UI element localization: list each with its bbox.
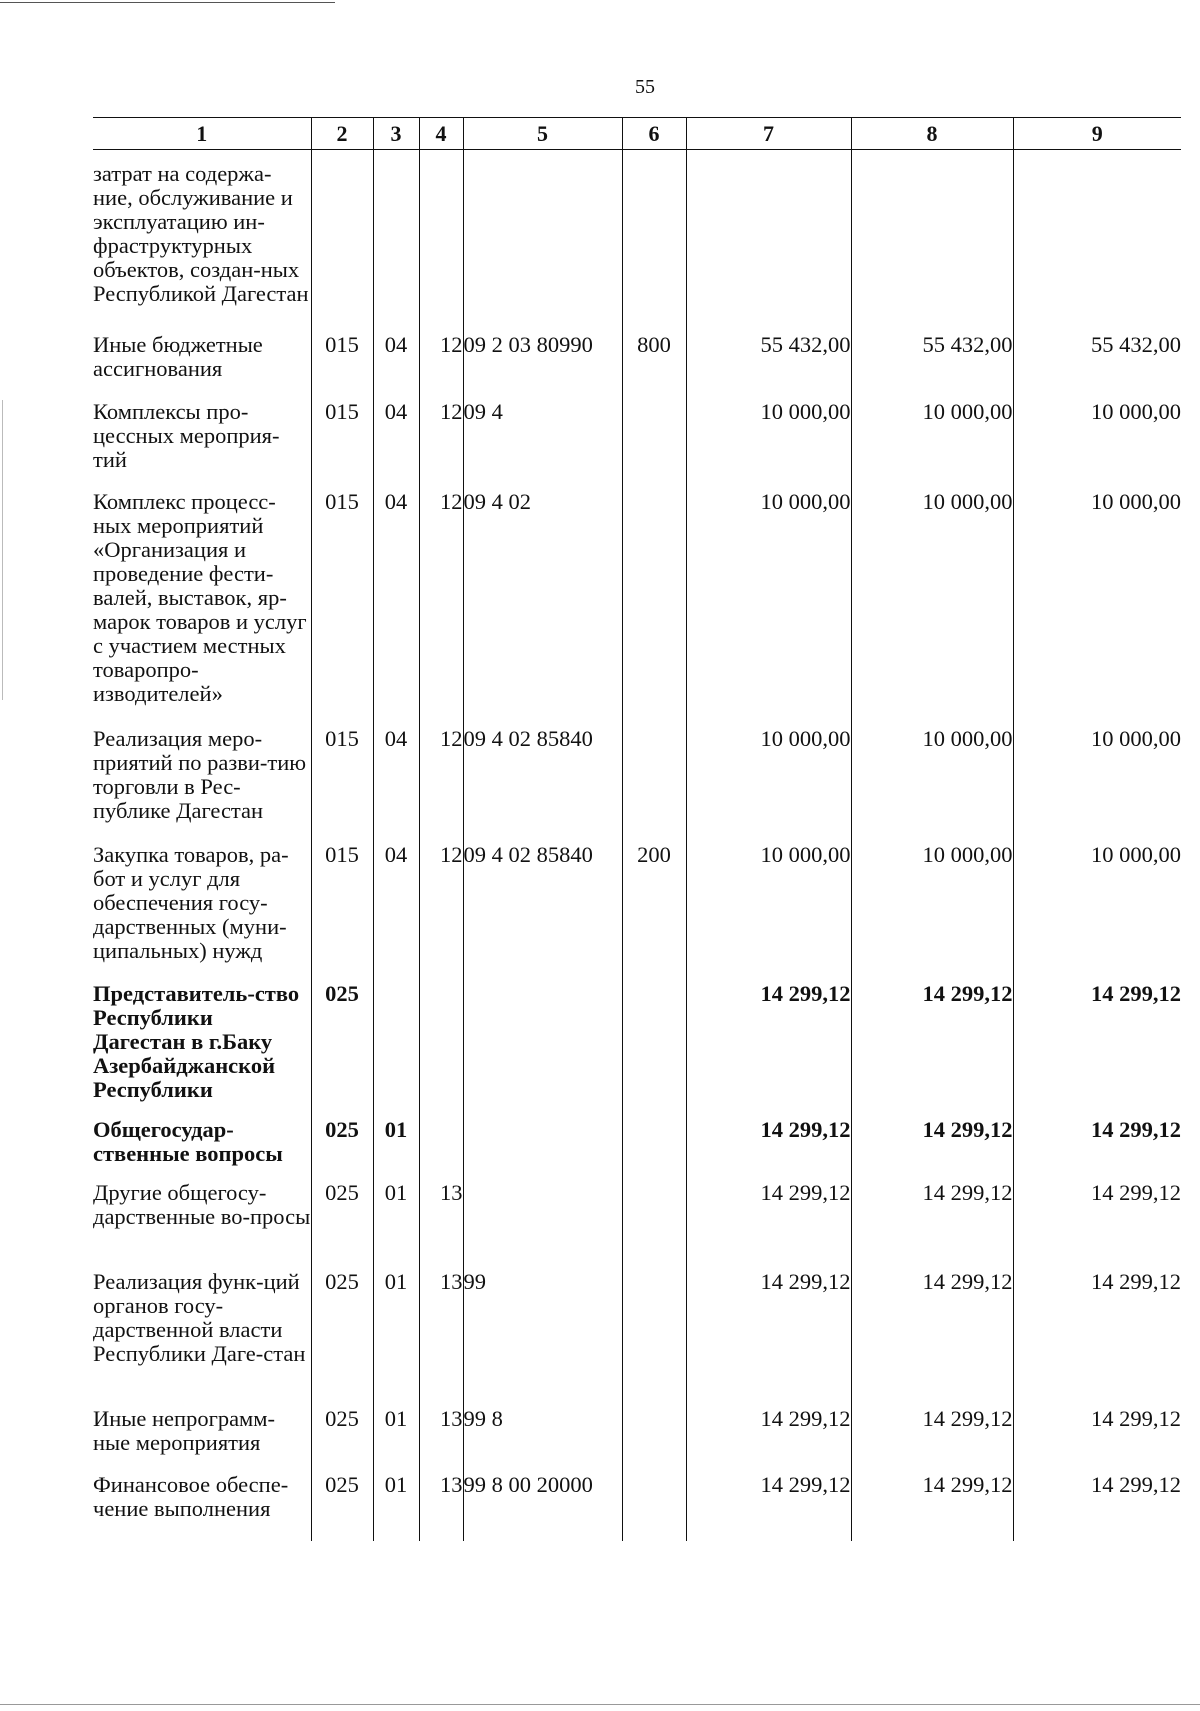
scan-artifact-bottom xyxy=(0,1704,1200,1705)
cell-amount-8: 14 299,12 xyxy=(851,982,1013,1118)
cell-amount-8: 14 299,12 xyxy=(851,1407,1013,1473)
row-name: Комплекс процесс-ных мероприятий «Организация и проведение фести-валей, выставок, яр-марок товаров и услуг с участием местных товаропро-изводителей» xyxy=(93,488,307,706)
cell-code-6 xyxy=(622,1473,686,1541)
table-row xyxy=(93,333,1181,400)
cell-code-5 xyxy=(463,1181,622,1270)
row-name: Закупка товаров, ра-бот и услуг для обеспечения госу-дарственных (муни-ципальных) нужд xyxy=(93,841,289,963)
cell-amount-9: 14 299,12 xyxy=(1013,1473,1181,1541)
cell-amount-7: 10 000,00 xyxy=(686,843,851,982)
cell-code-4 xyxy=(419,150,463,333)
column-header-9: 9 xyxy=(1013,118,1181,150)
cell-amount-7: 10 000,00 xyxy=(686,490,851,727)
cell-code-3: 01 xyxy=(373,1473,419,1541)
cell-code-5: 09 4 02 85840 xyxy=(463,727,622,843)
cell-code-4 xyxy=(419,982,463,1118)
cell-code-4 xyxy=(419,1118,463,1181)
budget-table xyxy=(93,117,1181,1541)
table-row xyxy=(93,1181,1181,1270)
row-name: Реализация функ-ций органов госу-дарственной власти Республики Даге-стан xyxy=(93,1268,306,1366)
cell-amount-9: 14 299,12 xyxy=(1013,1407,1181,1473)
row-name: Другие общегосу-дарственные во-просы xyxy=(93,1179,311,1229)
cell-code-5: 09 2 03 80990 xyxy=(463,333,622,400)
cell-code-6: 200 xyxy=(622,843,686,982)
row-name: Иные бюджетные ассигнования xyxy=(93,331,263,381)
cell-code-2: 025 xyxy=(311,1407,373,1473)
cell-amount-8: 55 432,00 xyxy=(851,333,1013,400)
cell-code-6 xyxy=(622,982,686,1118)
table-row xyxy=(93,843,1181,982)
column-header-4: 4 xyxy=(419,118,463,150)
row-name: Представитель-ство Республики Дагестан в г.Баку Азербайджанской Республики xyxy=(93,980,300,1102)
cell-code-2: 025 xyxy=(311,1181,373,1270)
column-header-2: 2 xyxy=(311,118,373,150)
cell-code-3: 01 xyxy=(373,1270,419,1407)
row-name: Реализация меро-приятий по разви-тию торговли в Рес-публике Дагестан xyxy=(93,725,307,823)
cell-code-4: 12 xyxy=(419,727,463,843)
cell-code-6: 800 xyxy=(622,333,686,400)
cell-code-6 xyxy=(622,1181,686,1270)
cell-amount-8: 14 299,12 xyxy=(851,1473,1013,1541)
cell-code-3: 04 xyxy=(373,727,419,843)
cell-amount-8: 14 299,12 xyxy=(851,1270,1013,1407)
cell-code-3: 04 xyxy=(373,490,419,727)
column-header-8: 8 xyxy=(851,118,1013,150)
cell-amount-9: 14 299,12 xyxy=(1013,1270,1181,1407)
cell-amount-7: 55 432,00 xyxy=(686,333,851,400)
cell-code-5 xyxy=(463,1118,622,1181)
cell-code-5: 09 4 xyxy=(463,400,622,490)
cell-code-5 xyxy=(463,982,622,1118)
column-header-5: 5 xyxy=(463,118,622,150)
table-row xyxy=(93,727,1181,843)
cell-code-6 xyxy=(622,490,686,727)
cell-code-6 xyxy=(622,1407,686,1473)
cell-code-5: 99 8 00 20000 xyxy=(463,1473,622,1541)
column-header-3: 3 xyxy=(373,118,419,150)
table-row xyxy=(93,1407,1181,1473)
cell-code-2: 015 xyxy=(311,400,373,490)
cell-code-2: 015 xyxy=(311,727,373,843)
cell-amount-8: 14 299,12 xyxy=(851,1181,1013,1270)
table-row xyxy=(93,1473,1181,1541)
cell-amount-7: 14 299,12 xyxy=(686,982,851,1118)
cell-amount-7: 14 299,12 xyxy=(686,1118,851,1181)
cell-code-2: 015 xyxy=(311,333,373,400)
cell-amount-7: 14 299,12 xyxy=(686,1473,851,1541)
cell-amount-7: 10 000,00 xyxy=(686,400,851,490)
scan-artifact-left xyxy=(2,400,3,700)
cell-code-6 xyxy=(622,1270,686,1407)
row-name: Общегосудар-ственные вопросы xyxy=(93,1116,283,1166)
cell-amount-8: 14 299,12 xyxy=(851,1118,1013,1181)
cell-code-3: 04 xyxy=(373,400,419,490)
row-name: Иные непрограмм-ные мероприятия xyxy=(93,1405,276,1455)
cell-code-3: 01 xyxy=(373,1118,419,1181)
table-row xyxy=(93,1118,1181,1181)
table-row xyxy=(93,982,1181,1118)
cell-code-2: 025 xyxy=(311,1473,373,1541)
table-row xyxy=(93,150,1181,333)
cell-code-4: 13 xyxy=(419,1270,463,1407)
cell-code-3: 04 xyxy=(373,333,419,400)
cell-code-5: 09 4 02 85840 xyxy=(463,843,622,982)
cell-amount-9: 14 299,12 xyxy=(1013,1181,1181,1270)
cell-code-4: 12 xyxy=(419,490,463,727)
cell-amount-9: 10 000,00 xyxy=(1013,843,1181,982)
cell-code-2: 015 xyxy=(311,843,373,982)
table-row xyxy=(93,490,1181,727)
cell-amount-8: 10 000,00 xyxy=(851,400,1013,490)
cell-amount-9 xyxy=(1013,150,1181,333)
cell-amount-9: 10 000,00 xyxy=(1013,490,1181,727)
cell-code-6 xyxy=(622,150,686,333)
cell-code-2 xyxy=(311,150,373,333)
cell-code-4: 13 xyxy=(419,1181,463,1270)
table-row xyxy=(93,1270,1181,1407)
cell-code-2: 025 xyxy=(311,982,373,1118)
cell-code-4: 12 xyxy=(419,333,463,400)
cell-code-4: 13 xyxy=(419,1473,463,1541)
cell-code-2: 015 xyxy=(311,490,373,727)
cell-code-6 xyxy=(622,400,686,490)
table-header-row xyxy=(93,118,1181,150)
cell-code-6 xyxy=(622,727,686,843)
cell-code-5: 99 xyxy=(463,1270,622,1407)
cell-code-3: 01 xyxy=(373,1181,419,1270)
cell-code-6 xyxy=(622,1118,686,1181)
cell-amount-9: 10 000,00 xyxy=(1013,400,1181,490)
cell-amount-9: 55 432,00 xyxy=(1013,333,1181,400)
cell-amount-9: 14 299,12 xyxy=(1013,982,1181,1118)
cell-amount-7: 10 000,00 xyxy=(686,727,851,843)
cell-amount-7: 14 299,12 xyxy=(686,1181,851,1270)
cell-amount-9: 14 299,12 xyxy=(1013,1118,1181,1181)
cell-code-4: 12 xyxy=(419,400,463,490)
column-header-6: 6 xyxy=(622,118,686,150)
row-name: Комплексы про-цессных мероприя-тий xyxy=(93,398,280,472)
cell-amount-7: 14 299,12 xyxy=(686,1407,851,1473)
cell-code-2: 025 xyxy=(311,1118,373,1181)
cell-code-3: 01 xyxy=(373,1407,419,1473)
cell-code-4: 13 xyxy=(419,1407,463,1473)
cell-code-4: 12 xyxy=(419,843,463,982)
column-header-1: 1 xyxy=(93,118,311,150)
cell-code-3 xyxy=(373,150,419,333)
cell-code-2: 025 xyxy=(311,1270,373,1407)
cell-amount-8: 10 000,00 xyxy=(851,727,1013,843)
cell-amount-7 xyxy=(686,150,851,333)
cell-amount-8 xyxy=(851,150,1013,333)
page-number: 55 xyxy=(635,76,655,98)
cell-code-5: 09 4 02 xyxy=(463,490,622,727)
row-name: Финансовое обеспе-чение выполнения xyxy=(93,1471,289,1521)
table-row xyxy=(93,400,1181,490)
column-header-7: 7 xyxy=(686,118,851,150)
cell-amount-7: 14 299,12 xyxy=(686,1270,851,1407)
cell-amount-9: 10 000,00 xyxy=(1013,727,1181,843)
cell-amount-8: 10 000,00 xyxy=(851,490,1013,727)
cell-code-3 xyxy=(373,982,419,1118)
scan-artifact-top xyxy=(0,2,335,3)
row-name: затрат на содержа-ние, обслуживание и эксплуатацию ин-фраструктурных объектов, создан-ных Республикой Дагестан xyxy=(93,161,309,306)
cell-code-3: 04 xyxy=(373,843,419,982)
cell-amount-8: 10 000,00 xyxy=(851,843,1013,982)
cell-code-5 xyxy=(463,150,622,333)
cell-code-5: 99 8 xyxy=(463,1407,622,1473)
